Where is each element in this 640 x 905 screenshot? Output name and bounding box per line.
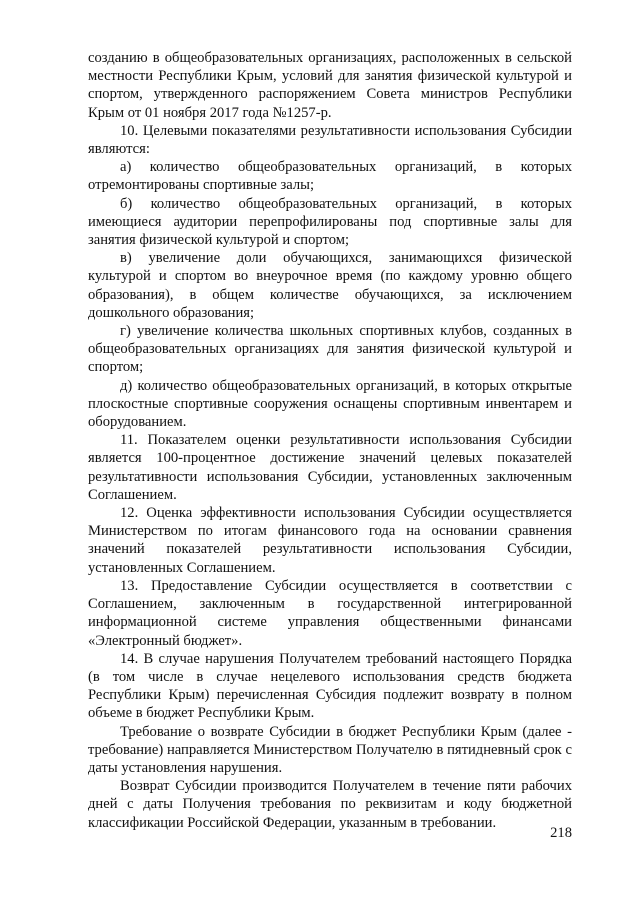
document-body [88, 49, 572, 832]
paragraph-subitem-g: г) увеличение количества школьных спортивных клубов, созданных в общеобразовательных организациях для занятия физической культурой и спортом; [88, 323, 572, 376]
page-number: 218 [550, 825, 572, 841]
paragraph-item-14: 14. В случае нарушения Получателем требований настоящего Порядка (в том числе в случае нецелевого использования средств бюджета Республики Крым) перечисленная Субсидия подлежит возврату в полном объеме в бюджет Республики Крым. [88, 650, 572, 722]
paragraph-subitem-b: б) количество общеобразовательных организаций, в которых имеющиеся аудитории перепрофилированы под спортивные залы для занятия физической культурой и спортом; [88, 195, 572, 249]
paragraph-subitem-v: в) увеличение доли обучающихся, занимающихся физической культурой и спортом во внеурочное время (по каждому уровню общего образования), в общем количестве обучающихся, за исключением дошкольного образования; [88, 250, 572, 321]
paragraph-item-11: 11. Показателем оценки результативности использования Субсидии является 100-процентное достижение значений целевых показателей результативности использования Субсидии, установленных заключенным Соглашением. [88, 432, 572, 503]
paragraph-item-12: 12. Оценка эффективности использования Субсидии осуществляется Министерством по итогам финансового года на основании сравнения значений показателей результативности использования Субсидии, установленных Соглашением. [88, 505, 572, 576]
paragraph-requirement: Требование о возврате Субсидии в бюджет Республики Крым (далее - требование) направляется Министерством Получателю в пятидневный срок с даты установления нарушения. [88, 723, 572, 776]
paragraph-item-10: 10. Целевыми показателями результативности использования Субсидии являются: [88, 122, 572, 158]
paragraph-subitem-a: а) количество общеобразовательных организаций, в которых отремонтированы спортивные залы; [88, 159, 572, 194]
paragraph-item-13: 13. Предоставление Субсидии осуществляется в соответствии с Соглашением, заключенным в государственной интегрированной информационной системе управления общественными финансами «Электронный бюджет». [88, 577, 572, 649]
paragraph-subitem-d: д) количество общеобразовательных организаций, в которых открытые плоскостные спортивные сооружения оснащены спортивным инвентарем и оборудованием. [88, 377, 572, 431]
paragraph-continuation: созданию в общеобразовательных организациях, расположенных в сельской местности Республики Крым, условий для занятия физической культурой и спортом, утвержденного распоряжением Совета министров Республики Крым от 01 ноября 2017 года №1257-р. [88, 50, 572, 121]
paragraph-refund: Возврат Субсидии производится Получателем в течение пяти рабочих дней с даты Получения требования по реквизитам и коду бюджетной классификации Российской Федерации, указанным в требовании. [88, 778, 572, 831]
